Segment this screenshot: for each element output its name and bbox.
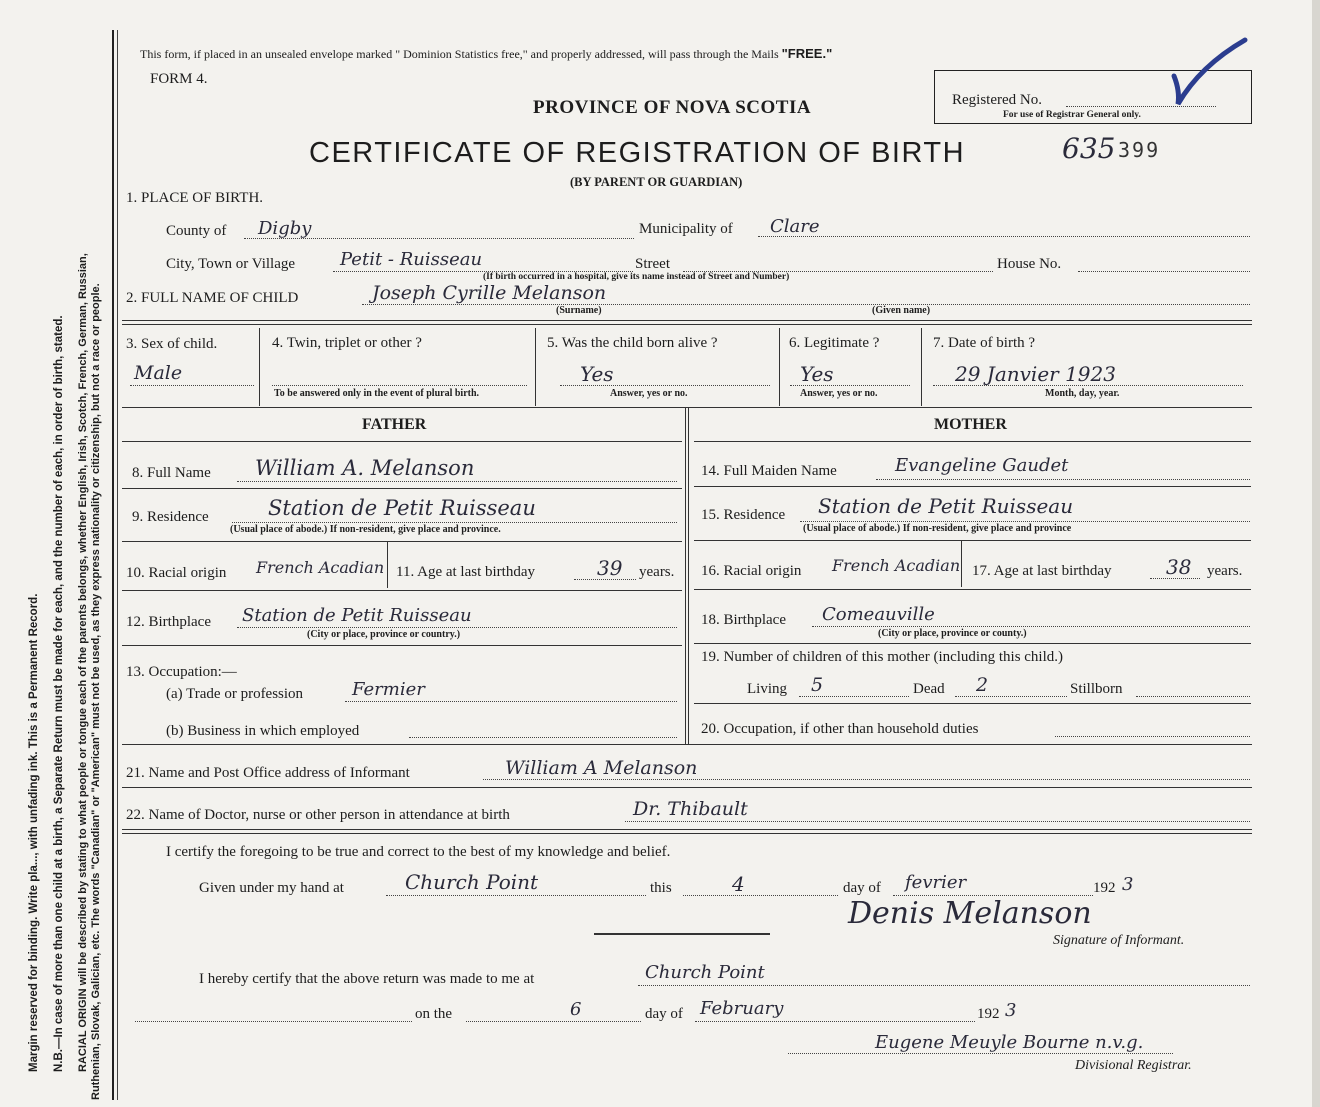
mother-age-label: 17. Age at last birthday [972, 563, 1112, 579]
left-border-inner [117, 30, 118, 1100]
mother-birthplace-note: (City or place, province or county.) [878, 628, 1027, 639]
child-name-value: Joseph Cyrille Melanson [372, 282, 607, 304]
sex-line [130, 385, 254, 386]
divider [122, 833, 1252, 834]
mother-birthplace-value: Comeauville [822, 604, 935, 625]
business-label: (b) Business in which employed [166, 723, 360, 739]
hospital-note: (If birth occurred in a hospital, give its name instead of Street and Number) [483, 272, 790, 282]
divider [122, 590, 682, 591]
dead-line [955, 696, 1067, 697]
month2-line [695, 1021, 975, 1022]
col-divider [921, 328, 922, 406]
racial-note-1: RACIAL ORIGIN will be described by stating to what people or tongue each of the parents belongs, whether English, Irish, Scotch, French, German, Russian, [77, 253, 89, 1072]
child-name-label: 2. FULL NAME OF CHILD [126, 290, 299, 306]
house-line [1078, 271, 1250, 272]
legit-value: Yes [800, 362, 834, 386]
divider [694, 703, 1251, 704]
this-day: 4 [732, 872, 745, 896]
divider [122, 787, 1252, 788]
given-place: Church Point [405, 870, 539, 894]
living-value: 5 [811, 674, 824, 696]
on-day-line [466, 1021, 641, 1022]
father-residence-line [232, 522, 677, 523]
registrar-note: For use of Registrar General only. [1003, 110, 1141, 120]
father-birthplace-value: Station de Petit Ruisseau [242, 605, 472, 626]
legit-note: Answer, yes or no. [800, 388, 878, 399]
this-line [683, 895, 838, 896]
registrar-place: Church Point [645, 962, 765, 983]
informant-label: 21. Name and Post Office address of Informant [126, 765, 410, 781]
business-line [409, 737, 677, 738]
col-divider [387, 542, 388, 588]
informant-line [483, 779, 1250, 780]
page-title: CERTIFICATE OF REGISTRATION OF BIRTH [309, 137, 966, 169]
divider [694, 589, 1251, 590]
place-of-birth-heading: 1. PLACE OF BIRTH. [126, 190, 264, 206]
mother-racial-label: 16. Racial origin [701, 563, 802, 579]
registrar-statement: I hereby certify that the above return was made to me at [199, 971, 535, 987]
alive-value: Yes [580, 362, 614, 386]
living-line [799, 696, 909, 697]
subtitle: (BY PARENT OR GUARDIAN) [570, 175, 743, 189]
father-residence-label: 9. Residence [132, 509, 209, 525]
on-day: 6 [570, 999, 582, 1020]
this-label: this [650, 880, 672, 896]
form-number: FORM 4. [150, 71, 208, 87]
mail-notice-text: This form, if placed in an unsealed envelope marked " Dominion Statistics free," and properly addressed, will pass through the Mails [140, 47, 779, 61]
col-divider [535, 328, 536, 406]
signature-label: Signature of Informant. [1053, 933, 1185, 948]
registrar-label: Divisional Registrar. [1075, 1058, 1192, 1073]
sex-value: Male [134, 362, 183, 384]
house-label: House No. [997, 256, 1062, 272]
divider [122, 645, 682, 646]
divider [122, 744, 1252, 745]
street-label: Street [635, 256, 670, 272]
dob-note: Month, day, year. [1045, 388, 1120, 399]
father-residence-value: Station de Petit Ruisseau [268, 496, 536, 520]
father-years: years. [639, 564, 675, 580]
left-border [112, 30, 114, 1100]
mother-occupation-label: 20. Occupation, if other than household duties [701, 721, 979, 737]
dob-label: 7. Date of birth ? [933, 335, 1036, 351]
doctor-label: 22. Name of Doctor, nurse or other person in attendance at birth [126, 807, 510, 823]
registrar-signature: Eugene Meuyle Bourne n.v.g. [875, 1032, 1144, 1053]
divider [694, 540, 1251, 541]
mother-birthplace-line [812, 626, 1250, 627]
reg-number-stamp: 399 [1118, 138, 1161, 162]
divider [122, 829, 1252, 830]
surname-note: (Surname) [556, 305, 602, 316]
city-value: Petit - Ruisseau [340, 249, 483, 270]
stillborn-label: Stillborn [1070, 681, 1123, 697]
province: PROVINCE OF NOVA SCOTIA [533, 97, 812, 118]
center-divider [688, 408, 689, 744]
day-of-label-2: day of [645, 1006, 683, 1022]
divider [122, 488, 682, 489]
col-divider [961, 541, 962, 587]
mother-birthplace-label: 18. Birthplace [701, 612, 786, 628]
on-the-label: on the [415, 1006, 453, 1022]
municipality-value: Clare [770, 216, 820, 237]
reg-number-hand: 635 [1062, 132, 1116, 165]
right-edge [1312, 0, 1320, 1107]
twin-line [272, 385, 527, 386]
margin-note: Margin reserved for binding. Write pla..., with unfading ink. This is a Permanent Record. [28, 593, 40, 1072]
municipality-line [758, 236, 1250, 237]
mother-years: years. [1207, 563, 1243, 579]
divider [122, 407, 1252, 408]
given-label: Given under my hand at [199, 880, 344, 896]
twin-label: 4. Twin, triplet or other ? [272, 335, 422, 351]
father-heading: FATHER [362, 416, 427, 433]
father-name-line [237, 481, 677, 482]
mother-heading: MOTHER [934, 416, 1007, 433]
sex-label: 3. Sex of child. [126, 336, 218, 352]
divider [694, 486, 1251, 487]
father-racial-value: French Acadian [256, 558, 385, 577]
father-residence-note: (Usual place of abode.) If non-resident, give place and province. [230, 524, 501, 535]
month-value: fevrier [905, 872, 967, 893]
divider [694, 441, 1251, 442]
father-birthplace-label: 12. Birthplace [126, 614, 211, 630]
divider [122, 541, 682, 542]
father-age-label: 11. Age at last birthday [396, 564, 535, 580]
divider [122, 441, 682, 442]
racial-note-2: Ruthenian, Slovak, Galician, etc. The words "Canadian" or "American" must not be used, as they express nationality or citizenship, but not a race or people. [90, 283, 102, 1100]
trade-value: Fermier [352, 679, 425, 700]
county-value: Digby [258, 218, 312, 239]
mother-residence-note: (Usual place of abode.) If non-resident, give place and province [803, 523, 1072, 534]
city-label: City, Town or Village [166, 256, 296, 272]
divider [694, 643, 1251, 644]
mother-age-value: 38 [1166, 555, 1192, 579]
doctor-line [625, 821, 1250, 822]
mail-notice [140, 46, 832, 62]
year2-digit: 3 [1005, 1000, 1017, 1021]
mother-name-line [876, 479, 1250, 480]
mother-residence-line [800, 521, 1250, 522]
stillborn-line [1136, 696, 1250, 697]
month2-value: February [700, 998, 784, 1019]
registrar-signature-line [788, 1053, 1173, 1054]
day-of-label: day of [843, 880, 881, 896]
mother-occupation-line [1055, 736, 1250, 737]
year-prefix: 192 [1093, 880, 1116, 896]
registered-label: Registered No. [952, 92, 1042, 108]
signature-rule [594, 933, 770, 935]
col-divider [779, 328, 780, 406]
dead-value: 2 [976, 674, 989, 696]
doctor-value: Dr. Thibault [633, 798, 748, 820]
registrar-place-line [638, 985, 1250, 986]
mother-name-value: Evangeline Gaudet [895, 455, 1069, 476]
year2-prefix: 192 [977, 1006, 1000, 1022]
given-note: (Given name) [872, 305, 931, 316]
father-birthplace-line [237, 627, 677, 628]
lead-line [135, 1021, 412, 1022]
twin-note: To be answered only in the event of plural birth. [274, 388, 480, 399]
year-digit: 3 [1122, 874, 1134, 895]
dead-label: Dead [913, 681, 945, 697]
alive-note: Answer, yes or no. [610, 388, 688, 399]
mother-racial-value: French Acadian [832, 556, 961, 575]
divider [122, 324, 1252, 325]
informant-value: William A Melanson [505, 757, 698, 779]
certify-statement: I certify the foregoing to be true and correct to the best of my knowledge and belief. [166, 844, 671, 860]
municipality-label: Municipality of [639, 221, 733, 237]
father-name-value: William A. Melanson [255, 456, 475, 480]
divider [122, 320, 1252, 321]
trade-label: (a) Trade or profession [166, 686, 304, 702]
father-age-value: 39 [597, 556, 623, 580]
mother-name-label: 14. Full Maiden Name [701, 463, 837, 479]
child-name-line [362, 304, 1250, 305]
county-label: County of [166, 223, 227, 239]
informant-signature: Denis Melanson [848, 896, 1092, 931]
center-divider [685, 408, 686, 744]
living-label: Living [747, 681, 787, 697]
mother-residence-value: Station de Petit Ruisseau [818, 494, 1074, 518]
col-divider [259, 328, 260, 406]
checkmark-icon [1160, 36, 1255, 111]
given-line [386, 895, 646, 896]
nb-note: N.B.—In case of more than one child at a birth, a Separate Return must be made for each, and the number of each, in order of birth, stated. [53, 315, 65, 1072]
father-name-label: 8. Full Name [132, 465, 211, 481]
children-label: 19. Number of children of this mother (including this child.) [701, 649, 1064, 665]
legit-label: 6. Legitimate ? [789, 335, 880, 351]
father-birthplace-note: (City or place, province or country.) [307, 629, 461, 640]
mail-free: "FREE." [781, 46, 833, 61]
alive-label: 5. Was the child born alive ? [547, 335, 718, 351]
father-racial-label: 10. Racial origin [126, 565, 227, 581]
occupation-label: 13. Occupation:— [126, 664, 237, 680]
dob-value: 29 Janvier 1923 [955, 362, 1116, 386]
trade-line [345, 701, 677, 702]
mother-residence-label: 15. Residence [701, 507, 786, 523]
